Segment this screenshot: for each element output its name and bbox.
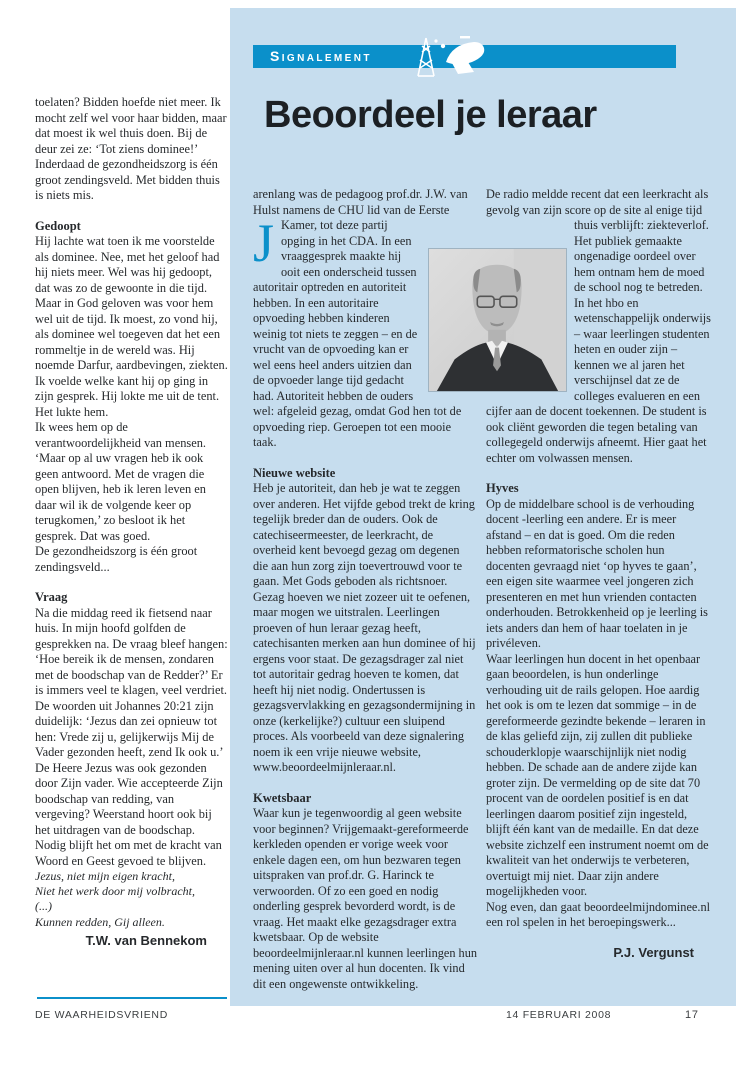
- paragraph-kwetsbaar: Waar kun je tegenwoordig al geen website voor beginnen? Vrijgemaakt-gereformeerde kerkleden openden er vorige week voor enkele dagen een, om hun bezwaren tegen uitspraken van prof.dr. G. Harinck te verwoorden. Of zo een goed en nodig onderling gesprek bevorderd wordt, is de vraag. Het maakt elke gezagsdrager extra kwetsbaar. Op de website beoordeelmijnleraar.nl kunnen leerlingen hun mening uiten over al hun docenten. Ik vind dit een ongewenste ontwikkeling.: [253, 806, 477, 991]
- poem-line: (...): [35, 899, 52, 914]
- article-column-1: [253, 187, 477, 992]
- satellite-dish-icon: [396, 32, 492, 78]
- paragraph-intro: toelaten? Bidden hoefde niet meer. Ik mocht zelf wel voor haar bidden, maar dat moest ik wel thuis doen. Bij de deur zei ze: ‘Tot ziens dominee!’ Inderdaad de gezondheidszorg is één groot zendingsveld. Met bidden thuis is niets mis.: [35, 95, 227, 202]
- article-column-2: [486, 187, 712, 960]
- paragraph-radio-text: De radio meldde recent dat een leerkracht als gevolg van zijn score op de site al enige tijd thuis verblijft: ziekteverlof. Het publiek gemaakte ongenadige oordeel over hem ontnam hem de moed de school nog te betreden. In het hbo en wetenschappelijk onderwijs – waar leerlingen studenten heten en ouder zijn – kennen we al jaren het verschijnsel dat ze de colleges evalueren en een cijfer aan de docent toekennen. De student is ook cliënt geworden die tegen betaling van collegegeld onderwijs afneemt. Hier gaat het echter om volwassen mensen.: [486, 187, 711, 465]
- paragraph-closing: Nog even, dan gaat beoordeelmijndominee.nl een rol spelen in het beroepingswerk...: [486, 899, 711, 929]
- poem-quote: [35, 869, 229, 930]
- author-byline-left: T.W. van Bennekom: [85, 932, 207, 948]
- paragraph-gedoopt-3: De gezondheidszorg is één groot zendingsveld...: [35, 544, 198, 574]
- paragraph-gedoopt-2: Ik wees hem op de verantwoordelijkheid van mensen. ‘Maar op al uw vragen heb ik ook geen antwoord. Met de vragen die open blijven, heb ik leren leven en daar wil ik de volgende keer op terugkomen,’ zo besloot ik het gesprek. Dat was goed.: [35, 420, 207, 543]
- subheading-gedoopt: Gedoopt: [35, 218, 81, 233]
- photo-wrap-spacer: [486, 218, 574, 394]
- author-byline-main: P.J. Vergunst: [613, 944, 694, 960]
- footer-date: 14 FEBRUARI 2008: [506, 1009, 612, 1021]
- subheading-vraag: Vraag: [35, 590, 68, 604]
- paragraph-hyves-2: Waar leerlingen hun docent in het openbaar gaan beoordelen, is hun onderlinge verhouding uit de rails gelopen. Hoe aardig het ook is om te lezen dat sommige – in de gereformeerde gezindte bekende – leraren in de klas geliefd zijn, zij zullen dit publieke schouderklopje waarschijnlijk niet nodig hebben. De schade aan de andere zijde kan groter zijn. De vermelding op de site dat 70 procent van de oordelen positief is en dat leerlingen daarom positief zijn ingesteld, blijft één kant van de medaille. En dat deze website zichzelf een instrument noemt om de kwaliteit van het onderwijs te verbeteren, overtuigt mij niet. Daar zijn andere mogelijkheden voor.: [486, 651, 709, 898]
- drop-cap: J: [253, 213, 275, 273]
- poem-line: Jezus, niet mijn eigen kracht,: [35, 869, 175, 883]
- paragraph-vraag-2: De Heere Jezus was ook gezonden door Zijn vader. Wie accepteerde Zijn boodschap van redding, van vergeving? Weerstand hoort ook bij het uitdragen van de boodschap. Nodig blijft het om met de kracht van Woord en Geest gevoed te blijven.: [35, 760, 223, 868]
- lead-text: arenlang was de pedagoog prof.dr. J.W. van Hulst namens de CHU lid van de Eerste Kamer, tot deze partij opging in het CDA. In een vraaggesprek maakte hij ooit een onderscheid tussen autoritair optreden en autoriteit hebben. In een autoritaire opvoeding hebben kinderen weinig tot niets te zeggen – en de vrucht van de opvoeding kan er wel eens heel anders uitzien dan de opvoeder lange tijd gedacht had. Autoriteit hebben de ouders wel: afgeleid gezag, omdat God hen tot de opvoeding riep. Geroepen tot een mooie taak.: [253, 187, 468, 449]
- lead-paragraph: [253, 187, 477, 451]
- photo-wrap-spacer: [421, 219, 477, 389]
- paragraph-radio: [486, 187, 712, 466]
- paragraph-hyves-1: Op de middelbare school is de verhouding docent -leerling een andere. Er is meer afstand – en dat is goed. Om die reden hebben reformatorische scholen hun docenten gevraagd niet ‘op hyves te gaan’, een eigen site waarmee veel jongeren zich presenteren en met hun vrienden contacten onderhouden. Betrokkenheid op je leerling is iets anders dan hem of haar toelaten in je privéleven.: [486, 496, 708, 650]
- paragraph-vraag-1: Na die middag reed ik fietsend naar huis. In mijn hoofd golfden de gesprekken na. De vraag bleef hangen: ‘Hoe bereik ik de mensen, zondaren met de boodschap van de Redder?’ Er is immers veel te klagen, veel verdriet. De woorden uit Johannes 20:21 zijn duidelijk: ‘Jezus dan zei opnieuw tot hen: Vrede zij u, gelijkerwijs Mij de Vader gezonden heeft, zend Ik ook u.’: [35, 605, 228, 759]
- footer-rule: [37, 997, 227, 999]
- subheading-nieuwe-website: Nieuwe website: [253, 465, 336, 480]
- left-article-column: [35, 95, 229, 948]
- article-title: Beoordeel je leraar: [264, 94, 597, 136]
- subheading-hyves: Hyves: [486, 481, 519, 495]
- paragraph-gedoopt-1: Hij lachte wat toen ik me voorstelde als dominee. Nee, met het geloof had hij niets meer. Wel was hij gedoopt, dat was zo de gewoonte in die tijd. Maar in God geloven was voor hem wel uit de tijd. Ik moest, zo vond hij, als dominee wel toegeven dat het een rommeltje in de wereld was. Hij noemde Darfur, aardbevingen, ziekten. Ik voelde welke kant hij op ging in zijn gesprek. Hij lokte me uit de tent. Het lukte hem.: [35, 234, 228, 419]
- poem-line: Kunnen redden, Gij alleen.: [35, 914, 165, 929]
- subheading-kwetsbaar: Kwetsbaar: [253, 790, 312, 805]
- paragraph-nieuwe-website: Heb je autoriteit, dan heb je wat te zeggen over anderen. Het vijfde gebod trekt de kring tegelijk breder dan de ouders. Ook de catechiseermeester, de leerkracht, de overheid kent bevoegd gezag om degenen die aan hun zorg zijn toevertrouwd voor te gaan. Met Gods geboden als richtsnoer. Gezag hoeven we niet zozeer uit te oefenen, maar mogen we uitstralen. Leerlingen proeven of hun leraar gezag heeft, catechisanten merken aan hun dominee of hij ergens voor staat. De gezagsdrager zal niet tot autoritair gedrag hoeven te komen, dat heeft hij niet nodig. Ondertussen is gezagsvervlakking en gezagsondermijning in onze (kerkelijke?) cultuur een sluipend proces. Als voorbeeld van deze signalering noem ik een vrije nieuwe website, www.beoordeelmijnleraar.nl.: [253, 481, 476, 774]
- footer-page-number: 17: [685, 1009, 699, 1021]
- section-kicker: Signalement: [270, 48, 372, 64]
- footer-publication: DE WAARHEIDSVRIEND: [35, 1009, 168, 1021]
- poem-line: Niet het werk door mij volbracht,: [35, 884, 195, 899]
